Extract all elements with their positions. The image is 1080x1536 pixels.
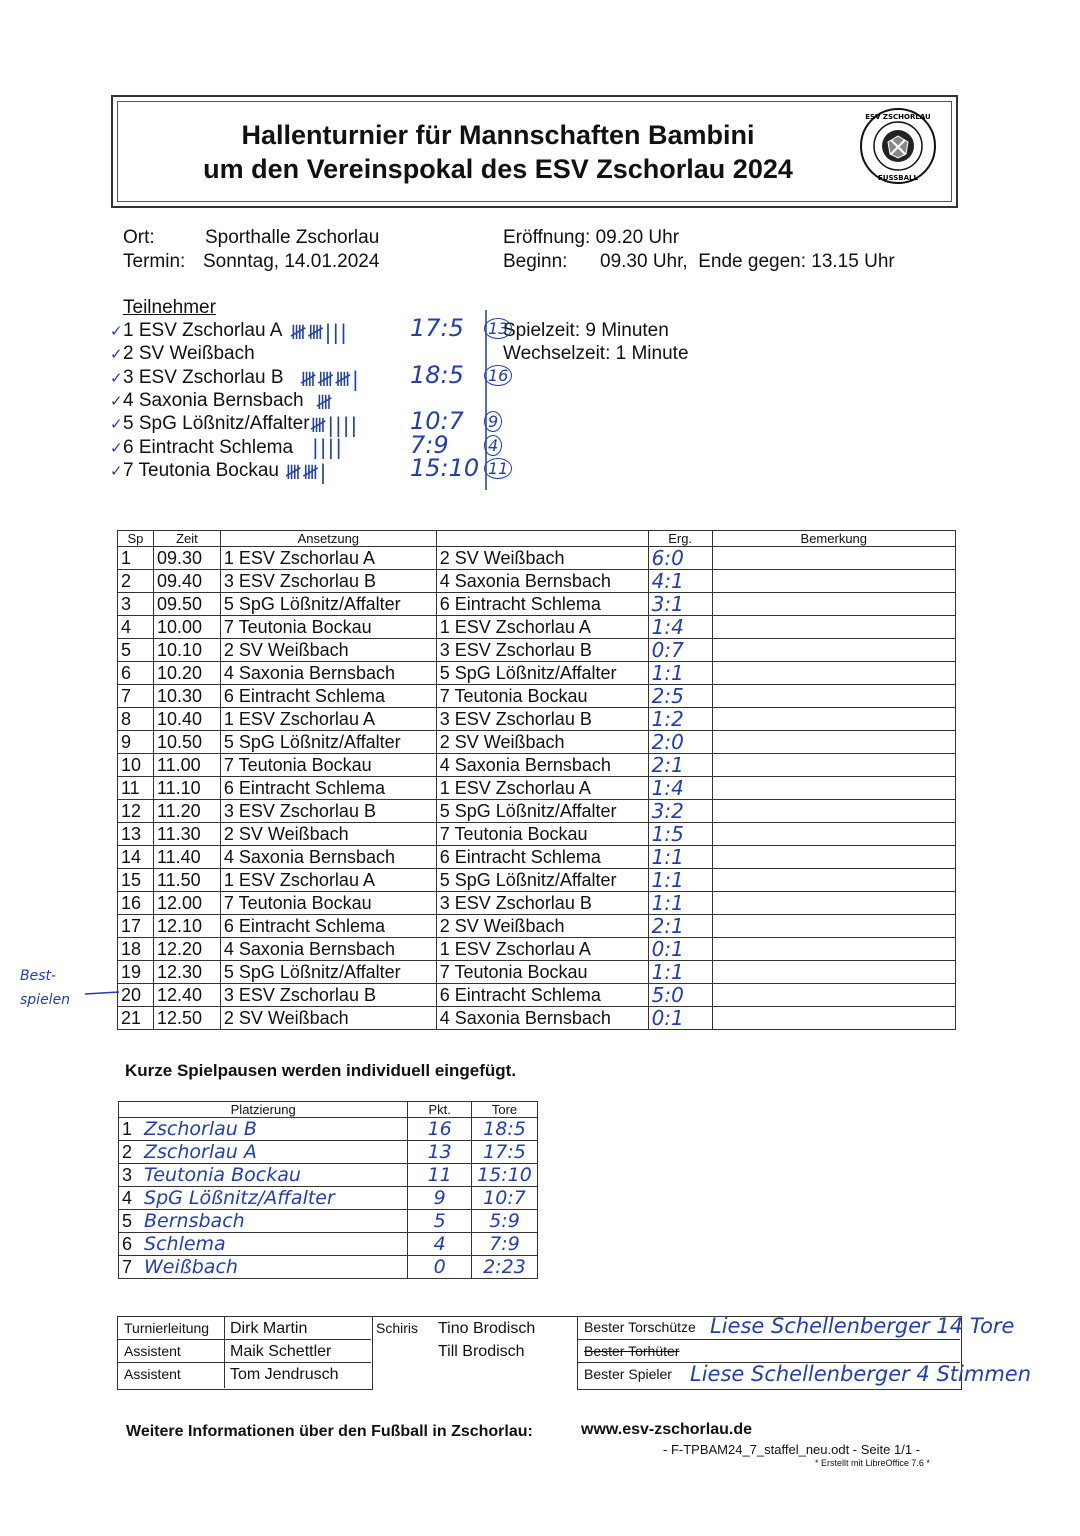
match-sp: 19 <box>118 961 154 984</box>
match-zeit: 09.40 <box>153 570 220 593</box>
match-away: 7 Teutonia Bockau <box>436 961 648 984</box>
match-result: 2:5 <box>648 685 712 708</box>
participant-label: 7 Teutonia Bockau <box>123 459 279 481</box>
match-result: 2:0 <box>648 731 712 754</box>
ranking-team-cell <box>119 1187 408 1210</box>
match-row <box>118 685 956 708</box>
match-home: 7 Teutonia Bockau <box>220 892 436 915</box>
match-zeit: 12.40 <box>153 984 220 1007</box>
header-box <box>111 95 958 208</box>
spieler-label: Bester Spieler <box>584 1366 672 1382</box>
match-home: 4 Saxonia Bernsbach <box>220 938 436 961</box>
match-result: 1:1 <box>648 869 712 892</box>
header-bemerkung: Bemerkung <box>712 531 955 547</box>
ranking-pos: 6 <box>122 1234 133 1254</box>
participant-check-icon: ✓ <box>110 415 123 434</box>
participant-label: 3 ESV Zschorlau B <box>123 366 284 388</box>
logo-text-top: ESV ZSCHORLAU <box>865 113 931 121</box>
participant-score: 10:7 <box>410 407 464 436</box>
participant-score: 17:5 <box>410 314 464 342</box>
torhueter-label: Bester Torhüter <box>584 1343 680 1359</box>
logo-text-bottom: FUSSBALL <box>878 174 918 182</box>
turnierleitung-name: Dirk Martin <box>230 1320 308 1337</box>
participant-tally: |||| <box>312 434 343 459</box>
participant-score: 7:9 <box>410 430 449 459</box>
ranking-team: SpG Lößnitz/Affalter <box>144 1187 335 1209</box>
match-bemerkung <box>712 892 955 915</box>
match-away: 2 SV Weißbach <box>436 915 648 938</box>
match-row <box>118 593 956 616</box>
match-bemerkung <box>712 754 955 777</box>
match-sp: 17 <box>118 915 154 938</box>
match-row <box>118 777 956 800</box>
match-away: 4 Saxonia Bernsbach <box>436 754 648 777</box>
match-home: 3 ESV Zschorlau B <box>220 800 436 823</box>
match-bemerkung <box>712 869 955 892</box>
ranking-team-cell <box>119 1164 408 1187</box>
assistent-label-1: Assistent <box>124 1343 181 1359</box>
match-row <box>118 570 956 593</box>
ranking-team: Zschorlau A <box>144 1141 257 1163</box>
match-result: 0:1 <box>648 938 712 961</box>
match-zeit: 11.40 <box>153 846 220 869</box>
match-result: 1:5 <box>648 823 712 846</box>
match-zeit: 09.50 <box>153 593 220 616</box>
match-sp: 6 <box>118 662 154 685</box>
ranking-row <box>119 1233 538 1256</box>
match-away: 4 Saxonia Bernsbach <box>436 1007 648 1030</box>
match-zeit: 10.10 <box>153 639 220 662</box>
match-away: 5 SpG Lößnitz/Affalter <box>436 869 648 892</box>
torschuetze-value: Liese Schellenberger 14 Tore <box>710 1314 1015 1338</box>
match-zeit: 10.00 <box>153 616 220 639</box>
match-zeit: 12.30 <box>153 961 220 984</box>
match-result: 1:1 <box>648 892 712 915</box>
termin-label: Termin: <box>123 251 186 272</box>
match-home: 2 SV Weißbach <box>220 639 436 662</box>
match-away: 7 Teutonia Bockau <box>436 823 648 846</box>
match-bemerkung <box>712 570 955 593</box>
participant-tally: 𝍸𝍸||| <box>290 320 348 344</box>
match-home: 7 Teutonia Bockau <box>220 754 436 777</box>
match-table <box>117 530 956 1030</box>
participant-label: 5 SpG Lößnitz/Affalter <box>123 413 310 435</box>
eroeffnung: Eröffnung: 09.20 Uhr <box>503 227 680 248</box>
match-row <box>118 869 956 892</box>
match-result: 5:0 <box>648 984 712 1007</box>
match-home: 3 ESV Zschorlau B <box>220 570 436 593</box>
ranking-team-cell <box>119 1233 408 1256</box>
participant-points: 16 <box>484 365 512 386</box>
footer-file: - F-TPBAM24_7_staffel_neu.odt - Seite 1/1 - <box>663 1442 921 1457</box>
match-row <box>118 892 956 915</box>
match-home: 5 SpG Lößnitz/Affalter <box>220 731 436 754</box>
match-result: 1:4 <box>648 777 712 800</box>
divider <box>117 1362 371 1363</box>
match-zeit: 10.50 <box>153 731 220 754</box>
header-sp: Sp <box>118 531 154 547</box>
footer-created: * Erstellt mit LibreOffice 7.6 * <box>815 1458 930 1468</box>
match-row <box>118 938 956 961</box>
margin-note-line-1: Best- <box>20 968 57 984</box>
header-inner-frame <box>117 101 952 202</box>
match-result: 0:7 <box>648 639 712 662</box>
match-zeit: 11.20 <box>153 800 220 823</box>
match-row <box>118 547 956 570</box>
ranking-row <box>119 1141 538 1164</box>
match-result: 0:1 <box>648 1007 712 1030</box>
match-sp: 10 <box>118 754 154 777</box>
match-bemerkung <box>712 846 955 869</box>
participant-tally: 𝍸 <box>316 389 334 414</box>
match-sp: 15 <box>118 869 154 892</box>
match-away: 5 SpG Lößnitz/Affalter <box>436 662 648 685</box>
match-zeit: 11.10 <box>153 777 220 800</box>
ranking-row <box>119 1164 538 1187</box>
match-row <box>118 731 956 754</box>
schiri-name-1: Tino Brodisch <box>438 1320 536 1337</box>
match-away: 3 ESV Zschorlau B <box>436 708 648 731</box>
ranking-pkt: 16 <box>408 1118 472 1141</box>
ranking-pos: 2 <box>122 1142 133 1162</box>
participant-score: 15:10 <box>410 453 480 482</box>
footer-info: Weitere Informationen über den Fußball in Zschorlau: <box>126 1423 533 1440</box>
match-away: 6 Eintracht Schlema <box>436 984 648 1007</box>
match-sp: 12 <box>118 800 154 823</box>
match-result: 1:1 <box>648 662 712 685</box>
divider <box>371 1316 577 1317</box>
match-sp: 5 <box>118 639 154 662</box>
match-bemerkung <box>712 777 955 800</box>
match-home: 6 Eintracht Schlema <box>220 915 436 938</box>
header-empty <box>436 531 648 547</box>
match-bemerkung <box>712 984 955 1007</box>
ranking-pos: 7 <box>122 1257 133 1277</box>
termin-value: Sonntag, 14.01.2024 <box>203 251 380 272</box>
match-away: 1 ESV Zschorlau A <box>436 777 648 800</box>
match-row <box>118 754 956 777</box>
match-row <box>118 662 956 685</box>
match-sp: 8 <box>118 708 154 731</box>
participant-check-icon: ✓ <box>110 391 123 410</box>
match-sp: 11 <box>118 777 154 800</box>
header-platzierung: Platzierung <box>119 1102 408 1118</box>
match-home: 2 SV Weißbach <box>220 1007 436 1030</box>
match-result: 6:0 <box>648 547 712 570</box>
match-zeit: 12.20 <box>153 938 220 961</box>
match-sp: 21 <box>118 1007 154 1030</box>
match-zeit: 10.40 <box>153 708 220 731</box>
ort-value: Sporthalle Zschorlau <box>205 227 380 248</box>
match-bemerkung <box>712 823 955 846</box>
match-away: 6 Eintracht Schlema <box>436 846 648 869</box>
participant-check-icon: ✓ <box>110 322 123 340</box>
ranking-tore: 18:5 <box>472 1118 538 1141</box>
spielzeit: Spielzeit: 9 Minuten <box>503 320 669 341</box>
participant-check-icon: ✓ <box>110 438 123 457</box>
margin-note-line-2: spielen <box>20 992 71 1008</box>
match-away: 1 ESV Zschorlau A <box>436 616 648 639</box>
participants-heading: Teilnehmer <box>123 297 216 318</box>
ranking-header <box>119 1102 538 1118</box>
participant-label: 6 Eintracht Schlema <box>123 436 294 458</box>
match-home: 5 SpG Lößnitz/Affalter <box>220 593 436 616</box>
match-bemerkung <box>712 708 955 731</box>
match-bemerkung <box>712 731 955 754</box>
match-home: 2 SV Weißbach <box>220 823 436 846</box>
match-away: 1 ESV Zschorlau A <box>436 938 648 961</box>
match-away: 7 Teutonia Bockau <box>436 685 648 708</box>
match-away: 3 ESV Zschorlau B <box>436 892 648 915</box>
match-result: 2:1 <box>648 754 712 777</box>
beginn-value: 09.30 Uhr, Ende gegen: 13.15 Uhr <box>600 251 895 272</box>
match-away: 2 SV Weißbach <box>436 731 648 754</box>
match-zeit: 10.20 <box>153 662 220 685</box>
match-row <box>118 823 956 846</box>
match-bemerkung <box>712 915 955 938</box>
ranking-row <box>119 1256 538 1279</box>
match-result: 3:1 <box>648 593 712 616</box>
match-row <box>118 984 956 1007</box>
match-bemerkung <box>712 616 955 639</box>
ranking-team-cell <box>119 1118 408 1141</box>
match-sp: 20 <box>118 984 154 1007</box>
divider <box>577 1339 960 1340</box>
ranking-pkt: 4 <box>408 1233 472 1256</box>
turnierleitung-label: Turnierleitung <box>124 1320 210 1336</box>
match-bemerkung <box>712 685 955 708</box>
participants-bracket <box>480 310 520 490</box>
ranking-row <box>119 1118 538 1141</box>
match-home: 5 SpG Lößnitz/Affalter <box>220 961 436 984</box>
schiri-name-2: Till Brodisch <box>438 1343 525 1360</box>
ranking-team-cell <box>119 1210 408 1233</box>
match-sp: 9 <box>118 731 154 754</box>
ranking-tore: 10:7 <box>472 1187 538 1210</box>
participant-tally: 𝍸𝍸𝍸| <box>300 366 360 391</box>
ranking-tore: 5:9 <box>472 1210 538 1233</box>
match-result: 1:2 <box>648 708 712 731</box>
header-tore: Tore <box>472 1102 538 1118</box>
participant-check-icon: ✓ <box>110 345 123 364</box>
spieler-value: Liese Schellenberger 4 Stimmen <box>690 1362 1032 1386</box>
match-zeit: 12.10 <box>153 915 220 938</box>
match-result: 1:1 <box>648 846 712 869</box>
beginn-label: Beginn: <box>503 251 568 272</box>
header-zeit: Zeit <box>153 531 220 547</box>
ranking-row <box>119 1187 538 1210</box>
match-bemerkung <box>712 938 955 961</box>
assistent-label-2: Assistent <box>124 1366 181 1382</box>
participant-label: 2 SV Weißbach <box>123 343 255 365</box>
participant-tally: 𝍸|||| <box>310 413 359 438</box>
ranking-pos: 3 <box>122 1165 133 1185</box>
match-zeit: 09.30 <box>153 547 220 570</box>
match-away: 2 SV Weißbach <box>436 547 648 570</box>
match-home: 1 ESV Zschorlau A <box>220 547 436 570</box>
ranking-pos: 1 <box>122 1119 133 1139</box>
match-sp: 18 <box>118 938 154 961</box>
ranking-team-cell <box>119 1141 408 1164</box>
ranking-row <box>119 1210 538 1233</box>
match-row <box>118 846 956 869</box>
ranking-team: Weißbach <box>144 1256 238 1278</box>
match-home: 1 ESV Zschorlau A <box>220 708 436 731</box>
divider <box>117 1339 371 1340</box>
match-result: 1:4 <box>648 616 712 639</box>
ranking-table <box>118 1101 538 1279</box>
match-row <box>118 639 956 662</box>
match-row <box>118 1007 956 1030</box>
assistent-name-2: Tom Jendrusch <box>230 1366 339 1383</box>
match-zeit: 11.00 <box>153 754 220 777</box>
participant-points: 11 <box>484 458 512 479</box>
header-pkt: Pkt. <box>408 1102 472 1118</box>
participant-tally: 𝍸𝍸| <box>285 459 328 484</box>
participant-check-icon: ✓ <box>110 461 123 480</box>
match-away: 3 ESV Zschorlau B <box>436 639 648 662</box>
match-sp: 14 <box>118 846 154 869</box>
match-sp: 1 <box>118 547 154 570</box>
match-result: 2:1 <box>648 915 712 938</box>
match-row <box>118 800 956 823</box>
divider <box>224 1316 225 1388</box>
match-zeit: 12.50 <box>153 1007 220 1030</box>
title-line-2: um den Vereinspokal des ESV Zschorlau 2024 <box>203 154 793 184</box>
ranking-team: Schlema <box>144 1233 226 1255</box>
ranking-pkt: 0 <box>408 1256 472 1279</box>
ranking-tore: 15:10 <box>472 1164 538 1187</box>
match-home: 1 ESV Zschorlau A <box>220 869 436 892</box>
ranking-pkt: 9 <box>408 1187 472 1210</box>
match-bemerkung <box>712 639 955 662</box>
match-home: 4 Saxonia Bernsbach <box>220 662 436 685</box>
footer-url[interactable]: www.esv-zschorlau.de <box>581 1421 753 1438</box>
match-bemerkung <box>712 662 955 685</box>
wechselzeit: Wechselzeit: 1 Minute <box>503 343 689 364</box>
club-logo-icon <box>858 106 938 186</box>
match-zeit: 12.00 <box>153 892 220 915</box>
match-sp: 4 <box>118 616 154 639</box>
ranking-pos: 5 <box>122 1211 133 1231</box>
ranking-pkt: 5 <box>408 1210 472 1233</box>
match-row <box>118 708 956 731</box>
title-line-1: Hallenturnier für Mannschaften Bambini <box>241 120 755 150</box>
participant-check-icon: ✓ <box>110 368 123 387</box>
match-home: 4 Saxonia Bernsbach <box>220 846 436 869</box>
match-row <box>118 915 956 938</box>
participant-label: 4 Saxonia Bernsbach <box>123 389 304 411</box>
ranking-tore: 7:9 <box>472 1233 538 1256</box>
margin-note-line-icon <box>85 988 120 998</box>
participant-points: 4 <box>484 435 502 456</box>
ranking-pos: 4 <box>122 1188 133 1208</box>
match-away: 6 Eintracht Schlema <box>436 593 648 616</box>
header-ansetzung: Ansetzung <box>220 531 436 547</box>
schiris-label: Schiris <box>376 1320 419 1336</box>
match-sp: 16 <box>118 892 154 915</box>
ranking-team: Zschorlau B <box>144 1118 257 1140</box>
ranking-tore: 2:23 <box>472 1256 538 1279</box>
match-home: 7 Teutonia Bockau <box>220 616 436 639</box>
match-away: 4 Saxonia Bernsbach <box>436 570 648 593</box>
participant-label: 1 ESV Zschorlau A <box>123 320 283 341</box>
ranking-pkt: 11 <box>408 1164 472 1187</box>
match-home: 6 Eintracht Schlema <box>220 777 436 800</box>
match-bemerkung <box>712 593 955 616</box>
match-result: 1:1 <box>648 961 712 984</box>
ranking-pkt: 13 <box>408 1141 472 1164</box>
match-home: 6 Eintracht Schlema <box>220 685 436 708</box>
ort-label: Ort: <box>123 227 155 248</box>
match-zeit: 10.30 <box>153 685 220 708</box>
match-sp: 2 <box>118 570 154 593</box>
assistent-name-1: Maik Schettler <box>230 1343 332 1360</box>
participant-score: 18:5 <box>410 360 464 389</box>
match-zeit: 11.30 <box>153 823 220 846</box>
ranking-team: Bernsbach <box>144 1210 245 1232</box>
match-sp: 13 <box>118 823 154 846</box>
match-sp: 7 <box>118 685 154 708</box>
ranking-tore: 17:5 <box>472 1141 538 1164</box>
match-row <box>118 616 956 639</box>
participant-points: 13 <box>484 318 512 339</box>
match-zeit: 11.50 <box>153 869 220 892</box>
match-result: 4:1 <box>648 570 712 593</box>
match-table-header <box>118 531 956 547</box>
torschuetze-label: Bester Torschütze <box>584 1319 696 1335</box>
match-bemerkung <box>712 961 955 984</box>
match-away: 5 SpG Lößnitz/Affalter <box>436 800 648 823</box>
match-home: 3 ESV Zschorlau B <box>220 984 436 1007</box>
match-bemerkung <box>712 1007 955 1030</box>
match-bemerkung <box>712 547 955 570</box>
ranking-team-cell <box>119 1256 408 1279</box>
match-sp: 3 <box>118 593 154 616</box>
match-row <box>118 961 956 984</box>
match-bemerkung <box>712 800 955 823</box>
match-result: 3:2 <box>648 800 712 823</box>
participant-points: 9 <box>484 411 502 432</box>
pause-note: Kurze Spielpausen werden individuell eingefügt. <box>125 1061 517 1080</box>
ranking-team: Teutonia Bockau <box>144 1164 301 1186</box>
header-erg: Erg. <box>648 531 712 547</box>
